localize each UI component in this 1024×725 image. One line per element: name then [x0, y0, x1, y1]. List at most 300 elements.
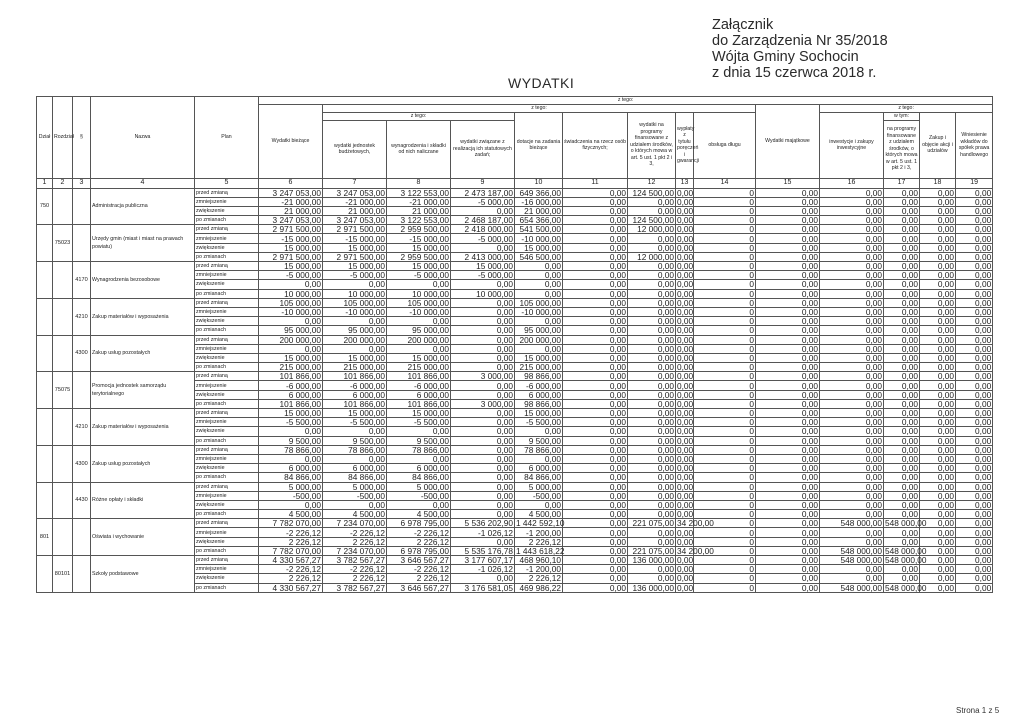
value-cell: 0,00 — [677, 270, 694, 281]
value-cell: 0 — [694, 473, 756, 482]
value-cell: 0,00 — [956, 344, 993, 353]
value-cell: 0,00 — [628, 262, 676, 271]
value-cell: 105 000,00 — [323, 298, 387, 307]
value-cell: 0,00 — [956, 216, 993, 225]
value-cell: 15 000,00 — [515, 409, 563, 418]
value-cell: 0,00 — [677, 251, 694, 262]
value-cell: 3 782 567,27 — [323, 583, 387, 592]
value-cell: 0,00 — [756, 252, 820, 261]
cell-nazwa: Szkoły podstawowe — [91, 556, 195, 593]
col-paragraf: § — [73, 97, 91, 179]
value-cell: 2 473 187,00 — [451, 188, 515, 197]
value-cell: 0,00 — [956, 280, 993, 289]
value-cell: 5 000,00 — [259, 482, 323, 491]
value-cell: 0 — [694, 482, 756, 491]
value-cell: 0,00 — [884, 565, 920, 574]
value-cell: 0,00 — [756, 390, 820, 399]
col-wynagrodzenia: wynagrodzenia i składki od nich naliczane — [387, 120, 451, 178]
value-cell: 0,00 — [956, 528, 993, 537]
value-cell: 0,00 — [820, 510, 884, 519]
value-cell: 0,00 — [920, 418, 956, 427]
value-cell: 6 978 795,00 — [387, 519, 451, 528]
value-cell: 0,00 — [920, 510, 956, 519]
value-cell: 0,00 — [920, 427, 956, 436]
value-cell: 0,00 — [451, 317, 515, 326]
value-cell: 0,00 — [820, 363, 884, 372]
value-cell: 0,00 — [756, 326, 820, 335]
value-cell: 0,00 — [956, 271, 993, 280]
cell-rozdzial — [53, 519, 73, 556]
value-cell: 0,00 — [756, 482, 820, 491]
value-cell: 0,00 — [259, 317, 323, 326]
value-cell: 95 000,00 — [387, 326, 451, 335]
value-cell: 3 646 567,27 — [387, 583, 451, 592]
col-wyplaty: wypłaty z tytułu poręczeń i gwarancji — [676, 112, 694, 178]
row-label: po zmianach — [195, 326, 259, 335]
value-cell: 0,00 — [756, 427, 820, 436]
value-cell: 0,00 — [956, 262, 993, 271]
value-cell: 0 — [694, 418, 756, 427]
value-cell: 0,00 — [820, 335, 884, 344]
column-number: 12 — [628, 178, 676, 188]
value-cell: 0,00 — [563, 556, 628, 565]
value-cell: 101 866,00 — [259, 372, 323, 381]
table-row — [37, 409, 993, 418]
col-nazwa: Nazwa — [91, 97, 195, 179]
value-cell: 0,00 — [677, 408, 694, 419]
value-cell: 3 782 567,27 — [323, 556, 387, 565]
value-cell: 2 226,12 — [387, 574, 451, 583]
value-cell: 0,00 — [820, 381, 884, 390]
value-cell: 0,00 — [677, 454, 694, 465]
value-cell: 0,00 — [677, 279, 694, 290]
value-cell: 0 — [694, 510, 756, 519]
value-cell: 0,00 — [920, 289, 956, 298]
value-cell: 0,00 — [956, 206, 993, 215]
value-cell: 0,00 — [820, 298, 884, 307]
value-cell: 0,00 — [820, 445, 884, 454]
cell-dzial — [37, 225, 53, 262]
value-cell: 0,00 — [956, 454, 993, 463]
value-cell: 15 000,00 — [387, 262, 451, 271]
value-cell: 0,00 — [323, 344, 387, 353]
row-label: zmniejszenie — [195, 381, 259, 390]
value-cell: 15 000,00 — [259, 243, 323, 252]
column-number: 14 — [694, 178, 756, 188]
value-cell: 0,00 — [563, 317, 628, 326]
row-label: zwiększenie — [195, 280, 259, 289]
value-cell: 2 226,12 — [323, 537, 387, 546]
column-number: 10 — [515, 178, 563, 188]
value-cell: 0,00 — [756, 298, 820, 307]
value-cell: 95 000,00 — [259, 326, 323, 335]
value-cell: 7 234 070,00 — [323, 546, 387, 555]
row-label: po zmianach — [195, 583, 259, 592]
value-cell: 0,00 — [628, 390, 676, 399]
cell-dzial — [37, 262, 53, 299]
header-line-2: do Zarządzenia Nr 35/2018 — [712, 33, 888, 49]
column-number: 5 — [195, 178, 259, 188]
value-cell: 2 413 000,00 — [451, 252, 515, 261]
value-cell: 0,00 — [259, 454, 323, 463]
value-cell: 5 000,00 — [323, 482, 387, 491]
value-cell: 0,00 — [677, 224, 694, 235]
value-cell: 0,00 — [451, 500, 515, 509]
value-cell: 0,00 — [756, 289, 820, 298]
value-cell: 0,00 — [628, 243, 676, 252]
value-cell: 0,00 — [677, 288, 694, 299]
value-cell: 0 — [694, 307, 756, 316]
value-cell: 0,00 — [820, 262, 884, 271]
value-cell: 0,00 — [820, 344, 884, 353]
value-cell: 0,00 — [956, 409, 993, 418]
value-cell: 0,00 — [820, 197, 884, 206]
value-cell: 15 000,00 — [515, 353, 563, 362]
value-cell: 7 782 070,00 — [259, 546, 323, 555]
cell-rozdzial — [53, 445, 73, 482]
value-cell: 0,00 — [920, 307, 956, 316]
col-programy-inwestycje: na programy finansowane z udziałem środków, o których mowa w art. 5 ust. 1 pkt 2 i 3, — [884, 120, 920, 178]
col-wydatki-biezace: Wydatki bieżące — [259, 104, 323, 178]
value-cell: 3 247 053,00 — [259, 188, 323, 197]
value-cell: 0,00 — [920, 473, 956, 482]
cell-nazwa: Zakup materiałów i wyposażenia — [91, 409, 195, 446]
value-cell: 0,00 — [820, 418, 884, 427]
cell-dzial: 801 — [37, 519, 53, 556]
value-cell: 0,00 — [884, 188, 920, 197]
value-cell: 0,00 — [563, 583, 628, 592]
value-cell: -10 000,00 — [515, 307, 563, 316]
table-row — [37, 445, 993, 454]
cell-rozdzial — [53, 335, 73, 372]
value-cell: 0,00 — [956, 445, 993, 454]
value-cell: 0,00 — [563, 307, 628, 316]
value-cell: 0 — [694, 399, 756, 408]
value-cell: -2 226,12 — [323, 565, 387, 574]
col-programy: wydatki na programy finansowane z udziałem środków, o których mowa w art. 5 ust. 1 pkt 2 i 3, — [628, 112, 676, 178]
row-label: zwiększenie — [195, 206, 259, 215]
value-cell: 0,00 — [628, 289, 676, 298]
value-cell: 0,00 — [677, 426, 694, 437]
cell-dzial — [37, 298, 53, 335]
cell-nazwa: Zakup usług pozostałych — [91, 335, 195, 372]
value-cell: 0,00 — [756, 445, 820, 454]
value-cell: 0,00 — [563, 344, 628, 353]
value-cell: 0,00 — [628, 280, 676, 289]
value-cell: 0,00 — [820, 271, 884, 280]
value-cell: -5 500,00 — [387, 418, 451, 427]
value-cell: 0,00 — [956, 289, 993, 298]
col-z-tego-biezace: z tego: — [323, 104, 756, 112]
column-number: 1 — [37, 178, 53, 188]
value-cell: 0,00 — [563, 271, 628, 280]
value-cell: 0,00 — [563, 197, 628, 206]
column-number: 17 — [884, 178, 920, 188]
value-cell: 0,00 — [756, 473, 820, 482]
table-row — [37, 335, 993, 344]
value-cell: 0,00 — [677, 233, 694, 244]
value-cell: 0,00 — [563, 519, 628, 528]
row-label: zwiększenie — [195, 390, 259, 399]
value-cell: 0,00 — [563, 335, 628, 344]
value-cell: 0,00 — [956, 197, 993, 206]
value-cell: 2 971 500,00 — [259, 225, 323, 234]
value-cell: 0,00 — [820, 280, 884, 289]
value-cell: -21 000,00 — [259, 197, 323, 206]
value-cell: 0,00 — [259, 427, 323, 436]
value-cell: 0,00 — [756, 335, 820, 344]
value-cell: 0,00 — [884, 353, 920, 362]
value-cell: 15 000,00 — [323, 409, 387, 418]
value-cell: 0,00 — [920, 353, 956, 362]
value-cell: 3 000,00 — [451, 399, 515, 408]
value-cell: 12 000,00 — [628, 252, 676, 261]
value-cell: 0,00 — [323, 427, 387, 436]
table-row — [37, 262, 993, 271]
value-cell: 78 866,00 — [323, 445, 387, 454]
value-cell: 2 971 500,00 — [323, 252, 387, 261]
value-cell: 0,00 — [920, 445, 956, 454]
value-cell: 0,00 — [884, 298, 920, 307]
value-cell: 0,00 — [259, 500, 323, 509]
cell-dzial — [37, 482, 53, 519]
value-cell: 0 — [694, 353, 756, 362]
value-cell: 124 500,00 — [628, 188, 676, 197]
header-line-3: Wójta Gminy Sochocin — [712, 49, 859, 65]
value-cell: 0,00 — [884, 409, 920, 418]
value-cell: 0,00 — [515, 500, 563, 509]
value-cell: 0 — [694, 445, 756, 454]
table-row — [37, 519, 993, 528]
value-cell: 0,00 — [920, 390, 956, 399]
value-cell: 0,00 — [451, 510, 515, 519]
value-cell: 0,00 — [628, 436, 676, 445]
value-cell: 0 — [694, 197, 756, 206]
value-cell: 0,00 — [677, 463, 694, 474]
value-cell: 0,00 — [563, 510, 628, 519]
value-cell: 0 — [694, 427, 756, 436]
value-cell: 0,00 — [451, 574, 515, 583]
value-cell: 0,00 — [677, 499, 694, 510]
value-cell: 4 330 567,27 — [259, 556, 323, 565]
value-cell: 0,00 — [563, 454, 628, 463]
value-cell: 21 000,00 — [259, 206, 323, 215]
value-cell: 0 — [694, 216, 756, 225]
value-cell: -5 000,00 — [451, 271, 515, 280]
value-cell: 0,00 — [628, 445, 676, 454]
value-cell: 0,00 — [628, 528, 676, 537]
row-label: zmniejszenie — [195, 344, 259, 353]
column-number: 15 — [756, 178, 820, 188]
row-label: zwiększenie — [195, 464, 259, 473]
value-cell: 2 226,12 — [323, 574, 387, 583]
value-cell: 0,00 — [563, 565, 628, 574]
value-cell: 0,00 — [515, 289, 563, 298]
value-cell: 95 000,00 — [323, 326, 387, 335]
cell-dzial — [37, 445, 53, 482]
value-cell: 0,00 — [563, 528, 628, 537]
cell-nazwa: Różne opłaty i składki — [91, 482, 195, 519]
page-title: WYDATKI — [508, 75, 575, 91]
col-z-tego-top: z tego: — [259, 97, 993, 105]
value-cell: -10 000,00 — [259, 307, 323, 316]
value-cell: 0,00 — [956, 381, 993, 390]
value-cell: 0,00 — [956, 500, 993, 509]
value-cell: 6 000,00 — [259, 464, 323, 473]
value-cell: 0,00 — [820, 252, 884, 261]
value-cell: 0,00 — [820, 482, 884, 491]
value-cell: -6 000,00 — [323, 381, 387, 390]
value-cell: -15 000,00 — [387, 234, 451, 243]
value-cell: 221 075,00 — [628, 546, 676, 555]
value-cell: 0,00 — [884, 464, 920, 473]
value-cell: 0,00 — [920, 464, 956, 473]
value-cell: 0,00 — [756, 216, 820, 225]
value-cell: 0,00 — [884, 335, 920, 344]
value-cell: 0,00 — [451, 537, 515, 546]
value-cell: 0,00 — [756, 556, 820, 565]
header-line-4: z dnia 15 czerwca 2018 r. — [712, 65, 877, 81]
cell-dzial — [37, 335, 53, 372]
value-cell: 0,00 — [451, 418, 515, 427]
row-label: po zmianach — [195, 399, 259, 408]
cell-paragraf — [73, 188, 91, 225]
value-cell: 0,00 — [920, 436, 956, 445]
value-cell: 0,00 — [920, 574, 956, 583]
value-cell: 3 122 553,00 — [387, 216, 451, 225]
value-cell: 546 500,00 — [515, 252, 563, 261]
col-dotacje: dotacje na zadania bieżące — [515, 112, 563, 178]
value-cell: 0,00 — [677, 187, 694, 198]
value-cell: 0,00 — [628, 473, 676, 482]
value-cell: 0,00 — [323, 454, 387, 463]
value-cell: 215 000,00 — [387, 363, 451, 372]
value-cell: 9 500,00 — [387, 436, 451, 445]
value-cell: 0,00 — [515, 427, 563, 436]
value-cell: 6 000,00 — [515, 390, 563, 399]
value-cell: 0,00 — [323, 500, 387, 509]
value-cell: 0,00 — [920, 519, 956, 528]
value-cell: 6 978 795,00 — [387, 546, 451, 555]
cell-paragraf: 4300 — [73, 335, 91, 372]
row-label: zwiększenie — [195, 500, 259, 509]
value-cell: 21 000,00 — [387, 206, 451, 215]
value-cell: 0,00 — [677, 398, 694, 409]
value-cell: 0,00 — [563, 427, 628, 436]
value-cell: 5 536 202,90 — [451, 519, 515, 528]
row-label: po zmianach — [195, 510, 259, 519]
value-cell: 3 000,00 — [451, 372, 515, 381]
value-cell: 0,00 — [677, 334, 694, 345]
row-label: zmniejszenie — [195, 454, 259, 463]
value-cell: 0,00 — [920, 556, 956, 565]
value-cell: 0,00 — [956, 390, 993, 399]
value-cell: 0,00 — [920, 500, 956, 509]
value-cell: 0,00 — [563, 363, 628, 372]
value-cell: 215 000,00 — [323, 363, 387, 372]
value-cell: 0 — [694, 491, 756, 500]
value-cell: 0,00 — [820, 289, 884, 298]
value-cell: 0,00 — [677, 261, 694, 272]
column-number: 11 — [563, 178, 628, 188]
value-cell: 0,00 — [563, 491, 628, 500]
value-cell: 0,00 — [756, 197, 820, 206]
value-cell: 0,00 — [920, 583, 956, 592]
cell-paragraf — [73, 556, 91, 593]
value-cell: 0,00 — [677, 389, 694, 400]
value-cell: 0,00 — [628, 298, 676, 307]
table-row — [37, 556, 993, 565]
value-cell: 0,00 — [677, 536, 694, 547]
value-cell: 0,00 — [956, 252, 993, 261]
value-cell: 0 — [694, 583, 756, 592]
value-cell: 0,00 — [677, 325, 694, 336]
value-cell: 0 — [694, 225, 756, 234]
value-cell: 0,00 — [628, 464, 676, 473]
value-cell: 200 000,00 — [387, 335, 451, 344]
value-cell: 0,00 — [756, 583, 820, 592]
value-cell: 5 535 176,78 — [451, 546, 515, 555]
row-label: zwiększenie — [195, 427, 259, 436]
value-cell: 0,00 — [920, 335, 956, 344]
value-cell: -5 000,00 — [259, 271, 323, 280]
value-cell: 0 — [694, 519, 756, 528]
value-cell: 0 — [694, 500, 756, 509]
col-wydatki-zadania: wydatki związane z realizacją ich statutowych zadań; — [451, 120, 515, 178]
document-header — [712, 17, 888, 81]
value-cell: 84 866,00 — [323, 473, 387, 482]
value-cell: 0,00 — [563, 234, 628, 243]
value-cell: 0,00 — [956, 427, 993, 436]
value-cell: 0,00 — [451, 307, 515, 316]
value-cell: 0,00 — [884, 225, 920, 234]
column-number: 19 — [956, 178, 993, 188]
value-cell: 0,00 — [677, 196, 694, 207]
value-cell: 0,00 — [387, 500, 451, 509]
value-cell: 0,00 — [387, 280, 451, 289]
value-cell: 0,00 — [756, 436, 820, 445]
value-cell: 0,00 — [756, 363, 820, 372]
value-cell: 15 000,00 — [323, 353, 387, 362]
value-cell: 0,00 — [756, 243, 820, 252]
value-cell: -5 500,00 — [259, 418, 323, 427]
value-cell: 0,00 — [820, 243, 884, 252]
value-cell: 0,00 — [920, 271, 956, 280]
value-cell: 0,00 — [956, 491, 993, 500]
value-cell: 0,00 — [956, 234, 993, 243]
value-cell: 548 000,00 — [885, 545, 927, 556]
value-cell: 0,00 — [884, 326, 920, 335]
value-cell: 0,00 — [387, 344, 451, 353]
value-cell: 0,00 — [451, 381, 515, 390]
cell-dzial: 750 — [37, 188, 53, 225]
value-cell: 0,00 — [563, 206, 628, 215]
value-cell: 0,00 — [756, 528, 820, 537]
row-label: po zmianach — [195, 436, 259, 445]
value-cell: 0,00 — [677, 362, 694, 373]
value-cell: 0,00 — [920, 565, 956, 574]
value-cell: 0,00 — [756, 188, 820, 197]
value-cell: 6 000,00 — [515, 464, 563, 473]
cell-paragraf: 4170 — [73, 262, 91, 299]
value-cell: 0,00 — [451, 326, 515, 335]
value-cell: 0,00 — [884, 491, 920, 500]
value-cell: 548 000,00 — [820, 583, 884, 592]
value-cell: 0 — [694, 546, 756, 555]
value-cell: 0,00 — [884, 262, 920, 271]
column-number: 7 — [323, 178, 387, 188]
cell-nazwa: Zakup usług pozostałych — [91, 445, 195, 482]
